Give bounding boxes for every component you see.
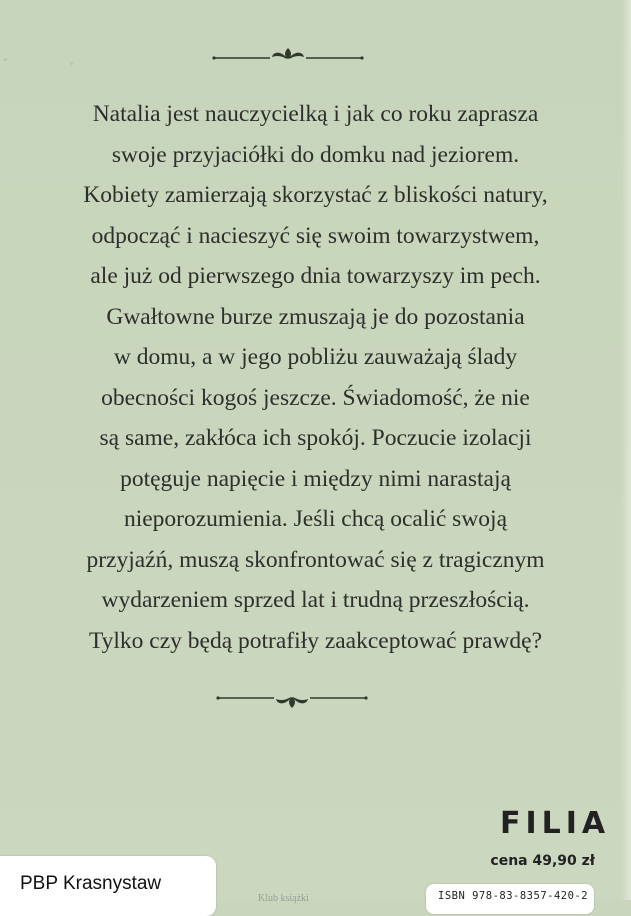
blurb-line: potęguje napięcie i między nimi narastają: [120, 465, 511, 492]
paper-speck: [4, 58, 7, 61]
blurb-text: [20, 94, 611, 661]
paper-speck: [70, 62, 73, 65]
blurb-line: Tylko czy będą potrafiły zaakceptować prawdę?: [88, 627, 543, 654]
cover-edge: [621, 0, 631, 900]
blurb-line: Gwałtowne burze zmuszają je do pozostania: [106, 303, 525, 330]
blurb-line: wydarzeniem sprzed lat i trudną przeszłością.: [101, 587, 530, 613]
blurb-line: przyjaźń, muszą skonfrontować się z tragicznym: [86, 546, 545, 573]
blurb-line: Natalia jest nauczycielką i jak co roku zaprasza: [92, 101, 539, 127]
blurb-line: w domu, a w jego pobliżu zauważają ślady: [113, 344, 518, 370]
top-ornament-icon: [212, 44, 364, 64]
publisher-logo: FILIA: [500, 806, 611, 841]
blurb-line: swoje przyjaciółki do domku nad jeziorem.: [111, 141, 520, 168]
price-label: cena 49,90 zł: [490, 853, 595, 869]
blurb-line: obecności kogoś jeszcze. Świadomość, że nie: [101, 384, 530, 411]
blurb-line: odpocząć i nacieszyć się swoim towarzystwem,: [91, 222, 540, 249]
blurb-line: są same, zakłóca ich spokój. Poczucie izolacji: [99, 425, 532, 451]
faint-footer-text: Klub książki: [258, 893, 309, 904]
isbn-text: ISBN 978-83-8357-420-2: [438, 890, 589, 902]
blurb-line: ale już od pierwszego dnia towarzyszy im pech.: [90, 263, 541, 289]
bottom-ornament-icon: [216, 690, 368, 712]
library-sticker-text: PBP Krasnystaw: [20, 873, 162, 894]
blurb-line: nieporozumienia. Jeśli chcą ocalić swoją: [123, 506, 508, 532]
blurb-line: Kobiety zamierzają skorzystać z bliskości natury,: [83, 182, 548, 208]
